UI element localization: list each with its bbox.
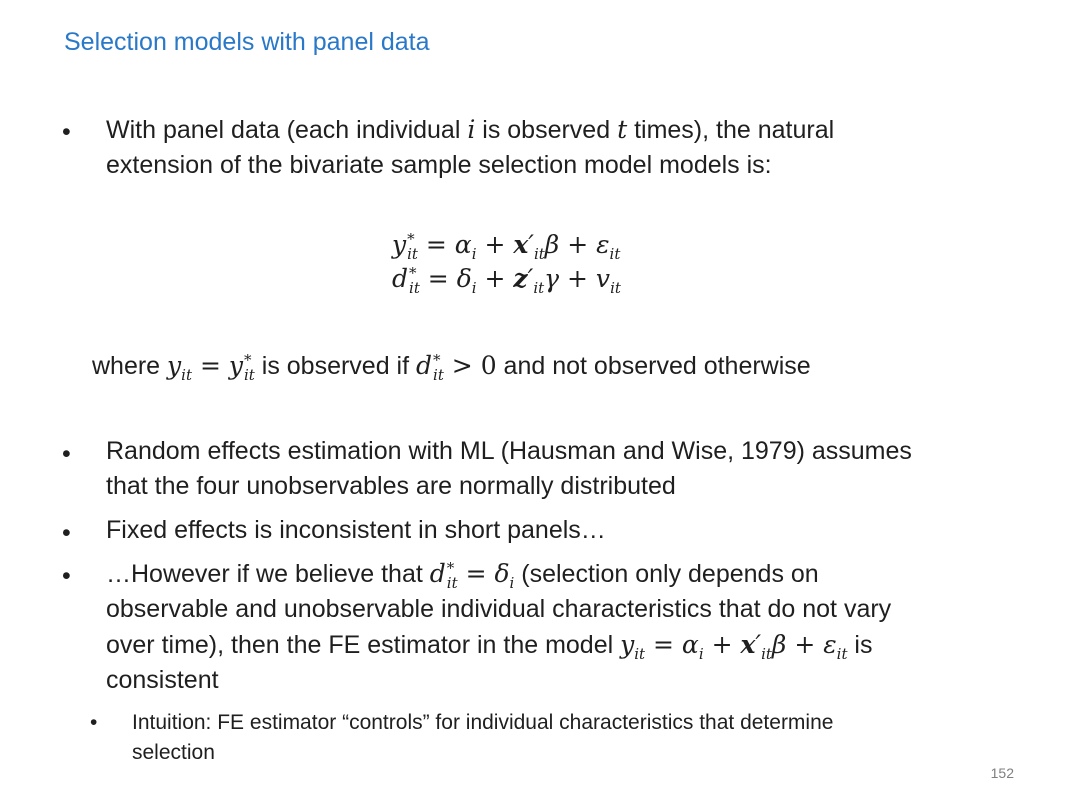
bullet-2-text	[106, 434, 1006, 504]
page-number: 152	[990, 765, 1014, 781]
bullet-4-line-2: observable and unobservable individual characteristics that do not vary	[106, 595, 892, 623]
bullet-4-line-1: …However if we believe that d * it = $\delta_i$ (selection only depends on	[106, 558, 819, 592]
bullet-4-line-4: consistent	[106, 666, 219, 694]
equation-y: y * it = $\alpha_i + x'_{it}\beta + \varepsilon_{it}$	[392, 229, 621, 263]
bullet-2-line-2: that the four unobservables are normally distributed	[106, 472, 676, 500]
bullet-3-marker: •	[62, 519, 71, 547]
where-clause: where $y_{it} = y$ * it is observed if d * it > 0 and not observed otherwise	[92, 350, 811, 384]
bullet-4-line-3: over time), then the FE estimator in the model $y_{it} = \alpha_i + x'_{it}\beta + \varepsilon_{it}$ is	[106, 630, 873, 663]
bullet-2-marker: •	[62, 440, 71, 468]
slide-title: Selection models with panel data	[64, 28, 430, 56]
sub-bullet-line-1: Intuition: FE estimator “controls” for individual characteristics that determine	[132, 711, 834, 734]
bullet-4-text	[106, 556, 1006, 698]
bullet-1-line-2: extension of the bivariate sample selection model models is:	[106, 151, 772, 179]
bullet-1-text	[106, 112, 1006, 183]
bullet-1-line-1: With panel data (each individual i is observed t times), the natural	[106, 115, 835, 144]
bullet-1-marker: •	[62, 118, 71, 146]
bullet-3-text: Fixed effects is inconsistent in short panels…	[106, 516, 606, 544]
sub-bullet-text	[132, 708, 1002, 768]
sub-bullet-line-2: selection	[132, 741, 215, 764]
bullet-4-marker: •	[62, 562, 71, 590]
equation-d: d * it = $\delta_i + z'_{it}\gamma + v_{it}$	[392, 263, 621, 297]
sub-bullet-marker: •	[90, 711, 98, 734]
bullet-2-line-1: Random effects estimation with ML (Hausman and Wise, 1979) assumes	[106, 437, 912, 465]
